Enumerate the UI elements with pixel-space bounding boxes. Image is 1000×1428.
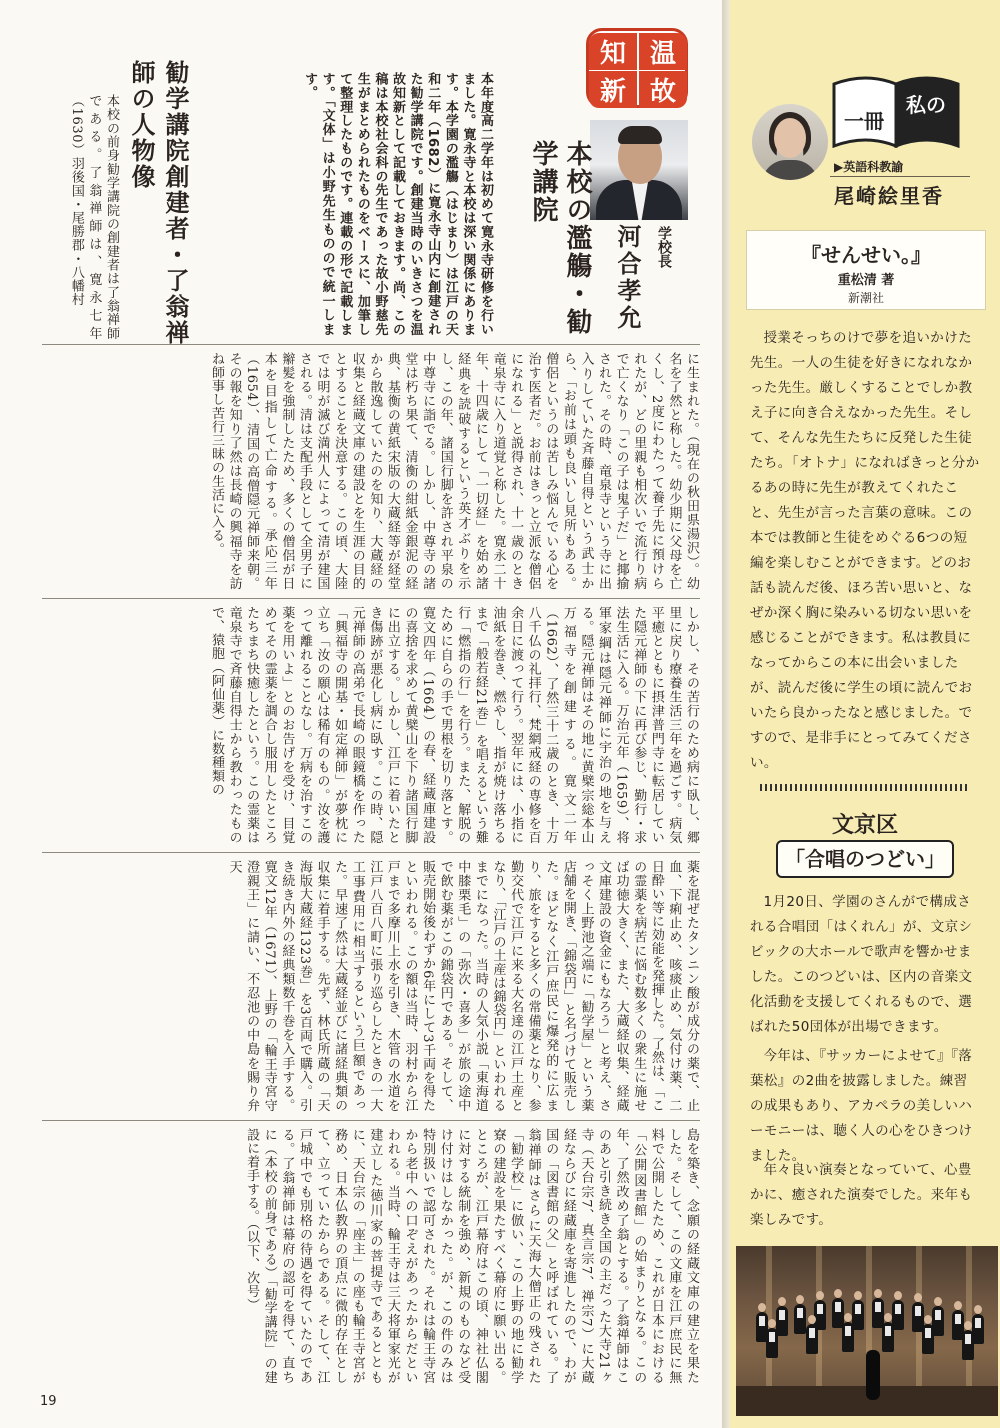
section-divider [760,784,970,791]
paragraph-1: 本校の前身勧学講院の創建者は了翁禅師である。了翁禅師は、寛永七年（1630）羽後国・尾勝郡・八幡村 [68,94,119,340]
chorus-photo [736,1246,998,1416]
page-number: 19 [40,1394,57,1409]
article-intro: 本年度高二学年は初めて寛永寺研修を行いました。寛永寺と本校は深い関係にあります。本学園の濫觴（はじまり）は江戸の天和二年（1682）に寛永寺山内に創建された勧学講院です。創建当時のいきさつを温故知新として記載しておきます。尚、この稿は本校社会科の先生であった故小野慈先生がまとめられたものをベースに、加筆して整理したものです。連載の形で記載します。「文体」は小野先生ものので統一します。 [302,72,493,336]
badge-char-ko: 故 [639,71,687,108]
section-subheading: 勧学講院創建者・了翁禅師の人物像 [127,60,189,346]
teacher-role: ▶英語科教諭 [834,160,904,174]
event-title-ward: 文京区 [831,813,898,838]
paragraph-3: しかし、その苦行のため病に臥し、郷里に戻り療養生活三年を過ごす。病気平癒とともに摂津普門寺に転居していた隠元禅師の下に再び参じ、勤行・求法生活に入る。万治元年（1659）、将軍家綱は隠元禅師に宇治の地を与える。隠元禅師はその地に黄檗宗総本山万福寺を創建する。寛文二年（1662）、了然三十二歳のとき、十万八千仏の礼拝行、梵網戒経の専修を百余日に渡って行う。翌年には、小指に油紙を巻き、燃やし、指が焼け落ちるまで「般若経21巻」を唱えるという難行「燃指の行」を行う。また、解脱のために自らの手で男根を切り落とす。寛文四年（1664）の春、経蔵庫建設の喜捨を求めて黄檗山を下り諸国行脚に出立する。しかし、江戸に着いたとき傷跡が悪化し病に臥す。この時、隠元禅師の高弟で長崎の眼鏡橋を作った「興福寺の開基・如定禅師」が夢枕に立ち「汝の願心は稀有のもの。汝を護って離れることなし。万病を治すこの薬を用いよ」とのお告げを受け、目覚めてその霊薬を調合し服用したところたちまち快癒したという。この霊薬は竜泉寺で斉藤自得士から教わったもので、猿胞（阿仙薬）に数種類の [208,606,699,844]
author-name: 河合孝允 [613,224,641,332]
event-title-chorus: 「合唱のつどい」 [776,840,954,878]
corner-label-bottom: 一冊 [844,109,884,133]
paragraph-5: 島を築き、念願の経蔵文庫の建立を果たした。そして、この文庫を江戸庶民に無料で公開したため、これが日本における「公開図書館」の始まりとなる。この年、了然改め了翁とする。了翁禅師はこのあと引き続き全国の主だった大寺21ヶ寺（天台宗7、真言宗7、禅宗7）に大蔵経ならびに経蔵庫を寄進したので、わが国の「図書館の父」と呼ばれている。了翁禅師はさらに天海大僧正の残された「勧学校」に倣い、この上野の地に勧学寮の建設を果たすべく幕府に願い出る。ところが、江戸幕府はこの頃、神社仏閣に対する統制を強め、新規のものなど受け付けはしなかった。が、この件のみは特別扱いで認可された。それは輪王寺宮から老中への口ぞえがあったからだといわれる。当時、輪王寺は三大将軍家光が建立した徳川家の菩提寺であるとともに、天台宗の「座主」の座も輪王寺宮が務め、日本仏教界の頂点に微的存在として、立っていたからである。そして、江戸城中でも別格の待遇を得ていたのである。了翁禅師は幕府の認可を得て、直ちに（本校の前身である）「勧学講院」の建設に着手する。（以下、次号） [244,1128,699,1384]
open-book-icon [830,70,962,148]
book-info-box [746,230,986,310]
article-title: 本校の濫觴・勧学講院 [528,140,592,336]
author-role: 学校長 [656,226,672,268]
column-divider-3 [42,852,700,853]
event-paragraph-1: 1月20日、学園のさんがで構成される合唱団「はくれん」が、文京シビックの大ホールで歌声を響かせました。このつどいは、区内の音楽文化活動を支援してくれるもので、選ばれた50団体が出場できます。 [750,894,973,1035]
badge-char-shin: 新 [589,71,637,108]
column-divider-4 [42,1120,700,1121]
page-gutter [722,0,730,1428]
book-title: 『せんせい。』 [801,243,931,267]
teacher-photo [752,104,828,180]
paragraph-4: 薬を混ぜたタンニン酸が成分の薬で、止血、下痢止め、咳痰止め、気付け薬、二日酔い等に効能を発揮した。了然は、「この霊薬を病苦に悩む数多くの衆生に施せば功徳大きく、また、大蔵経収集、経蔵文庫建設の資金にもなろう」と考え、さっそく上野池之端に「勧学屋」という薬店舗を開き、「錦袋円」と名づけて販売した。ほどなく江戸庶民に爆発的に広まり、旅をすると多くの常備薬となり、参勤交代で江戸に来る大名達の江戸土産となり、「江戸の土産は錦袋円」といわれるまでになった。当時の人気小説「東海道中膝栗毛」の「弥次・喜多」が旅の途中で飲む薬がこの錦袋円である。そして、販売開始後わずか6年にして3千両を得たといわれる。この額は当時、羽村から江戸まで多摩川上水を引き、木管の水道を江戸八百八町に張り巡らしたときの一大工事費用に相当するという巨額であった。早速了然は大蔵経並びに諸経典類の収集に着手する。先ず、林氏所蔵の「天海版大蔵経1323巻」を3百両で購入。引き続き内外の経典類数千巻を入手する。寛文12年（1671）、上野の「輪王寺宮守澄親王」に請い、不忍池の中島を賜り弁天 [226,860,699,1112]
badge-char-chi: 知 [589,33,637,70]
badge-char-on: 温 [639,33,687,70]
paragraph-2: に生まれた。（現在の秋田県湯沢）。幼名を了然と称した。幼少期に父母を亡くし、2度にわたって養子先に預けられたが、どの里親も相次いで流行り病で亡くなり「この子は鬼子だ」と揶揄された。その時、竜泉寺という寺に出入りしていた斉藤自得という武士から、「お前は頭も良いし見所もある。僧侶というのは苦しみ悩んでいる心を治す医者だ。お前はきっと立派な僧侶になれる」と説得され、十一歳のとき竜泉寺に入り道覚と称した。寛永二十年、十四歳にして「一切経」を始め諸経典を読破するという英才ぶりを示し、この年、諸国行脚を許され平泉の中尊寺に詣でる。しかし、中尊寺の諸堂は朽ち果て、清衡の紺紙金銀泥の経典、基衡の黄紙宋版の大蔵経等が経堂から散逸していたのを知り、大蔵経の収集と経蔵文庫の建設とを生涯の目的とすることを決意する。この頃、大陸では明が滅び満州人によって清が建国される。清は支配手段として全男子に辮髪を強制したため、多くの僧侶が日本を目指して亡命する。承応三年（1654）、清国の高僧隠元禅師来朝。その報を知り了然は長崎の興福寺を訪ね師事し苦行三昧の生活に入る。 [208,352,699,590]
book-review: 授業そっちのけで夢を追いかけた先生。一人の生徒を好きになれなかった先生。厳しくすることでしか教え子に向き合えなかった先生。そして、そんな先生たちに反発した生徒たち。「オトナ」になればきっと分かるあの時に先生が教えてくれたこと、先生が言った言葉の意味。この本では教師と生徒をめぐる6つの短編を楽しむことができます。どのお話も読んだ後、ほろ苦い思いと、なぜか深く胸に染みいる切ない思いを感じることができます。私は教員になってからこの本に出会いましたが、読んだ後に学生の頃に読んでおいたら良かったなと感じました。ですので、是非手にとってみてください。 [750,330,980,771]
onko-chishin-badge [586,28,688,108]
corner-label-top: 私の [906,93,946,117]
teacher-rule [830,176,970,177]
principal-photo [590,120,688,220]
event-paragraph-2: 今年は、『サッカーによせて』『落葉松』の2曲を披露しました。練習の成果もあり、アカペラの美しいハーモニーは、聴く人の心をひきつけました。 [750,1048,973,1164]
event-paragraph-3: 年々良い演奏となっていて、心豊かに、癒された演奏でした。来年も楽しみです。 [750,1162,973,1228]
column-divider-2 [42,598,700,599]
teacher-name: 尾崎絵里香 [834,184,944,208]
column-divider-1 [42,344,700,345]
book-publisher: 新潮社 [847,291,884,305]
book-author: 重松清 著 [837,273,895,288]
